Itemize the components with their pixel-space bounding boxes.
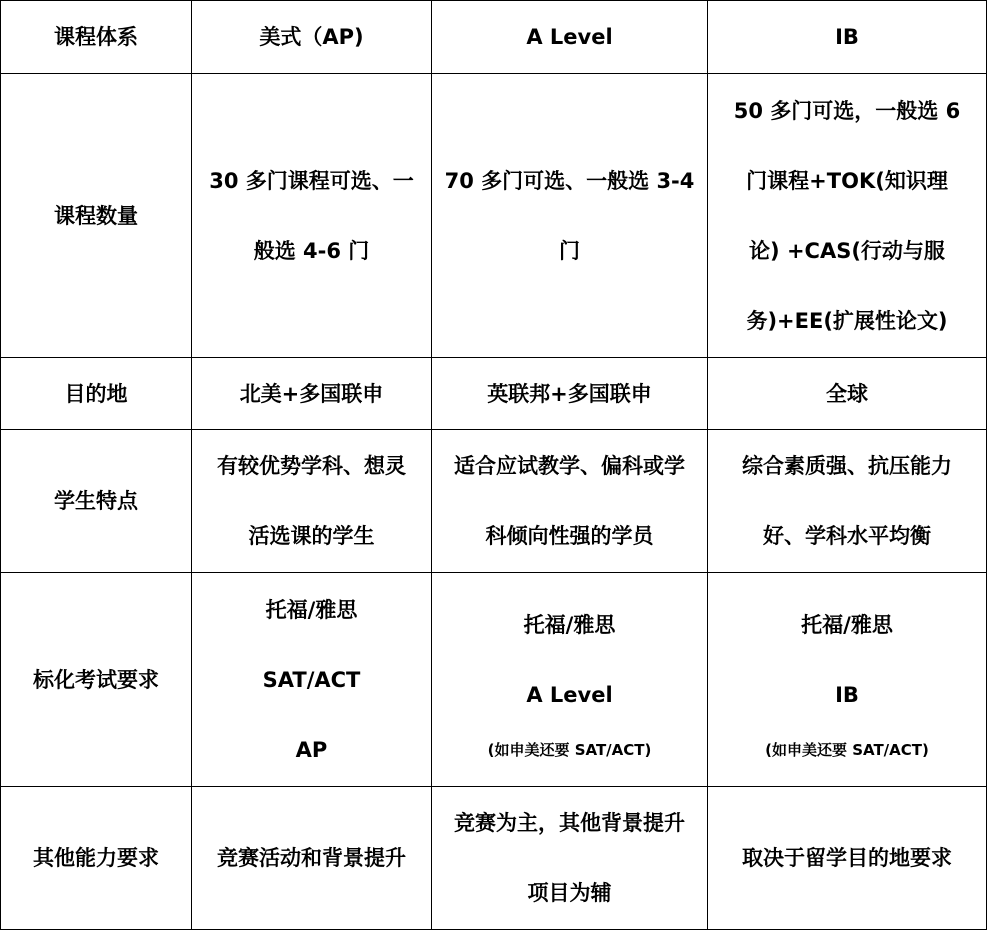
standardized-tests-label: 标化考试要求 [1,573,192,787]
student-traits-alevel-line-2: 科倾向性强的学员 [485,524,654,548]
course-count-ib-line-4: 务)+EE(扩展性论文) [746,308,948,333]
standardized-tests-ib-note: (如申美还要 SAT/ACT) [765,740,929,759]
course-count-ib [708,74,987,358]
other-requirements-alevel-line-1: 竞赛为主，其他背景提升 [454,811,685,835]
course-count-alevel-line-2: 门 [559,238,580,263]
header-ap: 美式（AP) [192,1,432,74]
standardized-tests-alevel [432,573,708,787]
header-ib: IB [708,1,987,74]
table-row-other-requirements [1,787,987,930]
table-row-standardized-tests [1,573,987,787]
course-count-alevel [432,74,708,358]
student-traits-ap-line-1: 有较优势学科、想灵 [217,454,406,478]
other-requirements-ib: 取决于留学目的地要求 [708,787,987,930]
standardized-tests-ap-line-2: SAT/ACT [262,667,361,692]
student-traits-ap [192,430,432,573]
student-traits-ib [708,430,987,573]
standardized-tests-ib-line-1: 托福/雅思 [801,612,893,637]
standardized-tests-alevel-note: (如申美还要 SAT/ACT) [487,740,652,759]
standardized-tests-alevel-line-1: 托福/雅思 [523,612,616,637]
course-count-ap-line-2: 般选 4-6 门 [253,238,370,263]
other-requirements-alevel-line-2: 项目为辅 [527,881,612,905]
destination-ap: 北美+多国联申 [192,358,432,430]
standardized-tests-ap-line-3: AP [295,737,328,762]
course-count-ap-line-1: 30 多门课程可选、一 [209,168,414,193]
header-alevel: A Level [432,1,708,74]
course-count-label: 课程数量 [1,74,192,358]
header-row-label: 课程体系 [1,1,192,74]
table-row-student-traits [1,430,987,573]
other-requirements-label: 其他能力要求 [1,787,192,930]
student-traits-label: 学生特点 [1,430,192,573]
table-header-row [1,1,987,74]
standardized-tests-alevel-line-2: A Level [526,682,613,707]
student-traits-ib-line-1: 综合素质强、抗压能力 [742,454,952,478]
student-traits-alevel-line-1: 适合应试教学、偏科或学 [454,454,685,478]
standardized-tests-ib-line-2: IB [835,682,859,707]
student-traits-ap-line-2: 活选课的学生 [248,524,375,548]
destination-label: 目的地 [1,358,192,430]
course-count-ap [192,74,432,358]
table-row-destination [1,358,987,430]
other-requirements-ap: 竞赛活动和背景提升 [192,787,432,930]
destination-alevel: 英联邦+多国联申 [432,358,708,430]
course-count-ib-line-1: 50 多门可选，一般选 6 [733,98,961,123]
destination-ib: 全球 [708,358,987,430]
course-count-ib-line-2: 门课程+TOK(知识理 [746,168,948,193]
standardized-tests-ap-line-1: 托福/雅思 [265,597,358,622]
other-requirements-alevel [432,787,708,930]
student-traits-alevel [432,430,708,573]
standardized-tests-ap [192,573,432,787]
course-count-ib-line-3: 论) +CAS(行动与服 [749,238,945,263]
student-traits-ib-line-2: 好、学科水平均衡 [763,524,931,548]
standardized-tests-ib [708,573,987,787]
table-row-course-count [1,74,987,358]
course-count-alevel-line-1: 70 多门可选、一般选 3-4 [444,168,695,193]
